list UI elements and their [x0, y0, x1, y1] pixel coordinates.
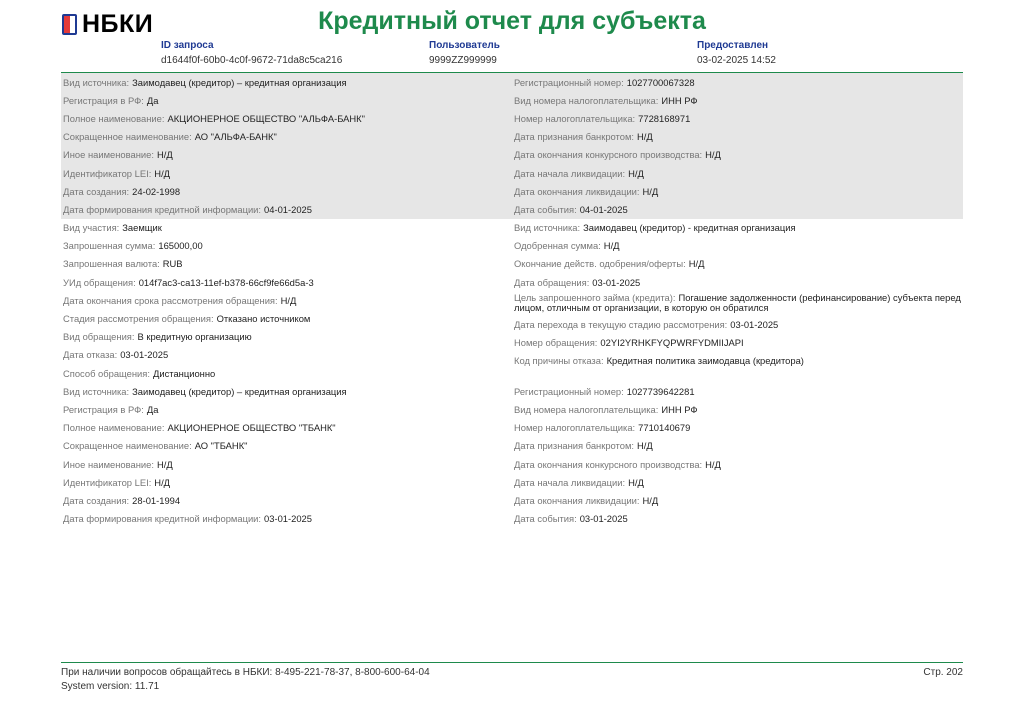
field-label: Вид источника: — [63, 385, 130, 397]
field-value: Н/Д — [603, 240, 620, 252]
request-id-value: d1644f0f-60b0-4c0f-9672-71da8c5ca216 — [161, 55, 343, 66]
field-label: Вид обращения: — [63, 331, 135, 343]
field-row — [512, 200, 963, 218]
field-row — [512, 255, 963, 273]
field-value: 7728168971 — [638, 112, 691, 124]
field-label: УИд обращения: — [63, 276, 136, 288]
field-label: Полное наименование: — [63, 112, 165, 124]
field-value: 1027739642281 — [626, 385, 695, 397]
field-row — [512, 146, 963, 164]
field-value: Н/Д — [280, 294, 297, 306]
field-label: Дата перехода в текущую стадию рассмотрения: — [514, 318, 728, 330]
field-row — [61, 146, 512, 164]
field-value: 03-01-2025 — [120, 349, 169, 361]
field-label: Стадия рассмотрения обращения: — [63, 313, 214, 325]
field-row — [61, 164, 512, 182]
field-row — [61, 73, 512, 91]
field-value: Кредитная политика заимодавца (кредитора) — [606, 355, 804, 367]
field-label: Дата создания: — [63, 494, 130, 506]
field-label: Запрошенная валюта: — [63, 258, 160, 270]
field-label: Номер налогоплательщика: — [514, 112, 636, 124]
field-value: Погашение задолженности (рефинансирование) субъекта перед лицом, отличным от организации, в которую он обратился — [514, 292, 961, 314]
field-value: 03-01-2025 — [264, 513, 312, 525]
field-value: 24-02-1998 — [132, 185, 181, 197]
field-row — [61, 273, 512, 291]
footer-contact: При наличии вопросов обращайтесь в НБКИ: 8-495-221-78-37, 8-800-600-64-04 — [61, 667, 430, 678]
field-label: Номер обращения: — [514, 337, 598, 349]
section-column-left — [61, 219, 512, 383]
field-value: АО "АЛЬФА-БАНК" — [194, 131, 277, 143]
field-value: RUB — [162, 258, 183, 270]
field-value: Н/Д — [156, 458, 173, 470]
field-value: Н/Д — [628, 476, 644, 488]
field-row — [61, 182, 512, 200]
field-value: 1027700067328 — [626, 76, 695, 88]
field-value: 165000,00 — [158, 240, 203, 252]
field-value: 03-01-2025 — [579, 513, 628, 525]
user-block — [429, 40, 500, 66]
field-row — [512, 164, 963, 182]
field-label: Вид источника: — [63, 76, 130, 88]
field-row — [512, 419, 963, 437]
field-value: В кредитную организацию — [137, 331, 252, 343]
field-value: Н/Д — [642, 185, 659, 197]
field-row — [512, 109, 963, 127]
field-row — [512, 333, 963, 351]
field-value: Н/Д — [705, 458, 721, 470]
field-row — [61, 364, 512, 382]
field-row — [512, 400, 963, 418]
field-label: Регистрация в РФ: — [63, 403, 144, 415]
field-row — [61, 91, 512, 109]
field-label: Дата окончания ликвидации: — [514, 494, 640, 506]
field-label: Дата события: — [514, 203, 577, 215]
provided-label: Предоставлен — [697, 40, 769, 51]
field-label: Дата формирования кредитной информации: — [63, 203, 262, 215]
logo-text: НБКИ — [82, 10, 154, 38]
field-value: Дистанционно — [152, 367, 216, 379]
field-label: Вид участия: — [63, 222, 120, 234]
field-label: Дата окончания конкурсного производства: — [514, 458, 703, 470]
field-row — [61, 400, 512, 418]
request-id-block — [161, 40, 342, 66]
field-value: Н/Д — [154, 476, 171, 488]
field-value: 014f7ac3-ca13-11ef-b378-66cf9fe66d5a-3 — [138, 276, 314, 288]
field-row — [512, 182, 963, 200]
field-row — [61, 309, 512, 327]
field-label: Дата формирования кредитной информации: — [63, 513, 262, 525]
field-value: 03-01-2025 — [592, 276, 641, 288]
field-row — [61, 455, 512, 473]
field-label: Регистрация в РФ: — [63, 94, 144, 106]
footer-version: System version: 11.71 — [61, 681, 160, 692]
field-value: ИНН РФ — [661, 94, 698, 106]
field-row — [512, 128, 963, 146]
field-label: Дата окончания конкурсного производства: — [514, 149, 703, 161]
field-row — [512, 473, 963, 491]
report-section — [61, 382, 963, 528]
field-value: АКЦИОНЕРНОЕ ОБЩЕСТВО "АЛЬФА-БАНК" — [167, 112, 365, 124]
field-row — [61, 328, 512, 346]
user-label: Пользователь — [429, 40, 500, 51]
field-value: Н/Д — [642, 494, 659, 506]
field-row — [61, 200, 512, 218]
field-label: Вид источника: — [514, 222, 581, 234]
field-row — [61, 437, 512, 455]
field-value: АО "ТБАНК" — [194, 440, 248, 452]
field-value: Отказано источником — [216, 313, 311, 325]
field-label: Сокращенное наименование: — [63, 440, 192, 452]
field-value: Заемщик — [122, 222, 162, 234]
field-value: Заимодавец (кредитор) – кредитная организация — [132, 385, 347, 397]
field-label: Запрошенная сумма: — [63, 240, 156, 252]
field-label: Дата окончания срока рассмотрения обращения: — [63, 294, 278, 306]
field-value: АКЦИОНЕРНОЕ ОБЩЕСТВО "ТБАНК" — [167, 422, 336, 434]
field-value: Н/Д — [156, 149, 173, 161]
field-label: Дата отказа: — [63, 349, 118, 361]
field-row — [512, 291, 963, 315]
provided-value: 03-02-2025 14:52 — [697, 55, 776, 66]
field-value: ИНН РФ — [661, 403, 698, 415]
field-row — [61, 491, 512, 509]
report-section — [61, 73, 963, 219]
section-column-right — [512, 219, 963, 383]
footer-divider — [61, 662, 963, 663]
field-value: Да — [146, 403, 159, 415]
field-label: Вид номера налогоплательщика: — [514, 94, 659, 106]
field-row — [512, 491, 963, 509]
field-value: Н/Д — [705, 149, 721, 161]
field-label: Вид номера налогоплательщика: — [514, 403, 659, 415]
field-row — [61, 346, 512, 364]
field-value: 02YI2YRHKFYQPWRFYDMIIJAPI — [600, 337, 744, 349]
field-label: Дата признания банкротом: — [514, 440, 634, 452]
field-row — [512, 437, 963, 455]
field-value: Да — [146, 94, 159, 106]
field-value: Н/Д — [628, 167, 644, 179]
field-value: Н/Д — [688, 258, 705, 270]
field-row — [512, 510, 963, 528]
page-title: Кредитный отчет для субъекта — [318, 7, 706, 35]
field-label: Идентификатор LEI: — [63, 167, 152, 179]
page-number: Стр. 202 — [923, 667, 963, 678]
section-column-right — [512, 382, 963, 528]
field-label: Регистрационный номер: — [514, 385, 624, 397]
field-label: Дата обращения: — [514, 276, 590, 288]
field-value: Заимодавец (кредитор) – кредитная организация — [132, 76, 347, 88]
section-column-right — [512, 73, 963, 219]
field-label: Дата события: — [514, 513, 577, 525]
field-label: Идентификатор LEI: — [63, 476, 152, 488]
field-value: 04-01-2025 — [579, 203, 628, 215]
field-label: Дата создания: — [63, 185, 130, 197]
field-label: Окончание действ. одобрения/оферты: — [514, 258, 686, 270]
field-label: Регистрационный номер: — [514, 76, 624, 88]
field-label: Иное наименование: — [63, 458, 154, 470]
field-row — [512, 273, 963, 291]
field-row — [61, 473, 512, 491]
field-row — [61, 510, 512, 528]
field-row — [61, 382, 512, 400]
field-value: 03-01-2025 — [730, 318, 779, 330]
field-row — [512, 382, 963, 400]
report-section — [61, 219, 963, 383]
field-row — [61, 419, 512, 437]
field-row — [512, 237, 963, 255]
field-label: Иное наименование: — [63, 149, 154, 161]
field-row — [61, 291, 512, 309]
field-label: Дата окончания ликвидации: — [514, 185, 640, 197]
section-column-left — [61, 73, 512, 219]
field-value: Н/Д — [637, 131, 653, 143]
field-label: Дата начала ликвидации: — [514, 167, 626, 179]
field-label: Дата начала ликвидации: — [514, 476, 626, 488]
field-label: Способ обращения: — [63, 367, 150, 379]
field-row — [61, 219, 512, 237]
field-value: Заимодавец (кредитор) - кредитная организация — [583, 222, 796, 234]
request-id-label: ID запроса — [161, 40, 214, 51]
user-value: 9999ZZ999999 — [429, 55, 497, 66]
field-row — [512, 73, 963, 91]
field-row — [61, 237, 512, 255]
field-row — [512, 455, 963, 473]
field-label: Код причины отказа: — [514, 355, 604, 367]
field-row — [61, 109, 512, 127]
field-row — [61, 255, 512, 273]
field-value: 7710140679 — [638, 422, 691, 434]
field-label: Сокращенное наименование: — [63, 131, 192, 143]
field-value: Н/Д — [154, 167, 171, 179]
field-label: Одобренная сумма: — [514, 240, 601, 252]
field-row — [61, 128, 512, 146]
field-row — [512, 352, 963, 370]
field-label: Цель запрошенного займа (кредита): — [514, 292, 676, 304]
field-label: Номер налогоплательщика: — [514, 422, 636, 434]
field-value: 28-01-1994 — [132, 494, 181, 506]
field-label: Дата признания банкротом: — [514, 131, 634, 143]
field-row — [512, 91, 963, 109]
field-label: Полное наименование: — [63, 422, 165, 434]
report-body — [61, 73, 963, 528]
field-row — [512, 219, 963, 237]
section-column-left — [61, 382, 512, 528]
field-value: 04-01-2025 — [264, 203, 312, 215]
provided-block — [697, 40, 776, 66]
field-row — [512, 315, 963, 333]
field-value: Н/Д — [637, 440, 653, 452]
